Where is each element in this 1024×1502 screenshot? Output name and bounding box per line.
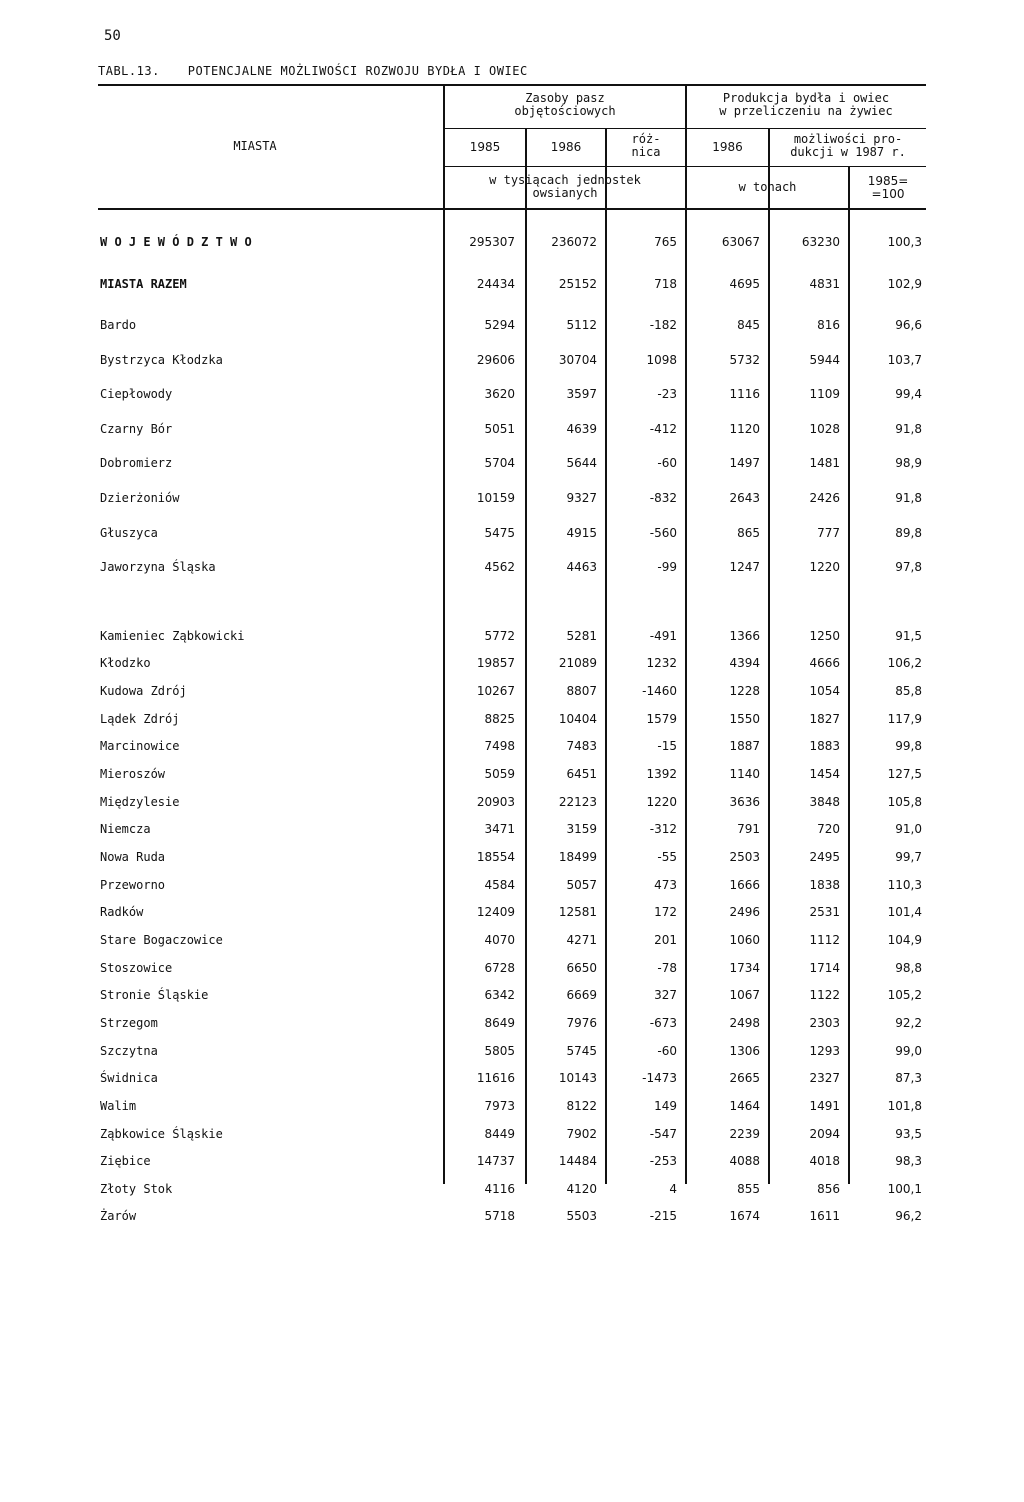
cell-value: 1481 bbox=[809, 456, 840, 471]
header-units-left-line2: owsianych bbox=[532, 186, 598, 200]
cell-value: -182 bbox=[649, 318, 677, 332]
cell-value: 97,8 bbox=[895, 560, 922, 575]
header-rule-left bbox=[445, 128, 685, 129]
row-label: Świdnica bbox=[100, 1071, 158, 1086]
header-roznica bbox=[607, 133, 685, 159]
cell-value: 4088 bbox=[729, 1154, 760, 1169]
cell-value: 4271 bbox=[566, 932, 597, 947]
row-label: Lądek Zdrój bbox=[100, 711, 180, 726]
cell-value: 1666 bbox=[729, 877, 760, 892]
header-bottom-rule bbox=[98, 208, 926, 210]
cell-value: 720 bbox=[817, 822, 840, 837]
cell-value: 9327 bbox=[566, 491, 597, 505]
cell-value: 1220 bbox=[646, 794, 677, 809]
cell-value: 4639 bbox=[566, 421, 597, 436]
cell-value: -673 bbox=[649, 1015, 677, 1030]
header-mozliwosci-line1: możliwości pro- bbox=[793, 132, 903, 146]
cell-value: -55 bbox=[657, 850, 677, 864]
cell-value: 25152 bbox=[558, 277, 597, 291]
cell-value: 8649 bbox=[484, 1015, 515, 1030]
cell-value: 5475 bbox=[484, 525, 515, 540]
table-top-rule bbox=[98, 84, 926, 86]
table-label: TABL.13. bbox=[98, 64, 160, 78]
cell-value: 5503 bbox=[566, 1209, 597, 1224]
cell-value: 22123 bbox=[558, 794, 597, 809]
header-units-left bbox=[445, 174, 685, 200]
cell-value: 102,9 bbox=[887, 277, 922, 291]
header-col-1986a: 1986 bbox=[550, 140, 582, 154]
cell-value: 2496 bbox=[729, 905, 760, 920]
cell-value: 2531 bbox=[809, 905, 840, 920]
cell-value: 201 bbox=[654, 932, 677, 947]
cell-value: 1306 bbox=[729, 1043, 760, 1058]
cell-value: 327 bbox=[654, 988, 677, 1003]
cell-value: 2094 bbox=[809, 1126, 840, 1141]
header-index-line1: 1985= bbox=[867, 174, 909, 188]
cell-value: 20903 bbox=[476, 794, 515, 809]
cell-value: 96,6 bbox=[895, 318, 922, 332]
cell-value: 1674 bbox=[729, 1209, 760, 1224]
cell-value: 110,3 bbox=[887, 877, 922, 892]
row-label: Dobromierz bbox=[100, 456, 173, 471]
row-label: Żarów bbox=[100, 1209, 137, 1224]
cell-value: 295307 bbox=[469, 235, 515, 249]
cell-value: 2665 bbox=[729, 1071, 760, 1086]
row-label: Stoszowice bbox=[100, 960, 173, 975]
cell-value: 10143 bbox=[558, 1071, 597, 1086]
cell-value: 5745 bbox=[566, 1043, 597, 1058]
cell-value: 7483 bbox=[566, 739, 597, 754]
row-label: Stare Bogaczowice bbox=[100, 932, 223, 947]
cell-value: 7973 bbox=[484, 1098, 515, 1113]
cell-value: -60 bbox=[657, 1043, 677, 1058]
header-index bbox=[850, 175, 926, 201]
cell-value: 1550 bbox=[729, 711, 760, 726]
cell-value: 18554 bbox=[476, 850, 515, 864]
cell-value: 765 bbox=[654, 235, 677, 249]
row-label: Dzierżoniów bbox=[100, 491, 180, 505]
cell-value: 855 bbox=[737, 1181, 760, 1196]
cell-value: 5805 bbox=[484, 1043, 515, 1058]
cell-value: 96,2 bbox=[895, 1209, 922, 1224]
header-roznica-line2: nica bbox=[631, 145, 661, 159]
cell-value: 6451 bbox=[566, 767, 597, 782]
row-label: Bardo bbox=[100, 318, 137, 332]
cell-value: 1028 bbox=[809, 421, 840, 436]
cell-value: -1460 bbox=[642, 684, 677, 699]
cell-value: 14737 bbox=[476, 1154, 515, 1169]
cell-value: 172 bbox=[654, 905, 677, 920]
header-rule-right bbox=[686, 128, 926, 129]
col-line-6 bbox=[848, 166, 850, 1184]
cell-value: 1247 bbox=[729, 560, 760, 575]
cell-value: 89,8 bbox=[895, 525, 922, 540]
cell-value: 1112 bbox=[809, 932, 840, 947]
cell-value: 87,3 bbox=[895, 1071, 922, 1086]
cell-value: 24434 bbox=[476, 277, 515, 291]
cell-value: 1220 bbox=[809, 560, 840, 575]
cell-value: 1120 bbox=[729, 421, 760, 436]
row-label: Mieroszów bbox=[100, 767, 166, 782]
row-label: Złoty Stok bbox=[100, 1181, 173, 1196]
cell-value: 5057 bbox=[566, 877, 597, 892]
cell-value: 4562 bbox=[484, 560, 515, 575]
cell-value: 98,3 bbox=[895, 1154, 922, 1169]
cell-value: 2498 bbox=[729, 1015, 760, 1030]
row-label: Kłodzko bbox=[100, 656, 151, 671]
cell-value: 10159 bbox=[476, 491, 515, 505]
cell-value: 1232 bbox=[646, 656, 677, 671]
cell-value: 18499 bbox=[558, 850, 597, 864]
header-mozliwosci-line2: dukcji w 1987 r. bbox=[790, 145, 906, 159]
cell-value: 4018 bbox=[809, 1154, 840, 1169]
cell-value: 5944 bbox=[809, 352, 840, 367]
cell-value: 29606 bbox=[476, 352, 515, 367]
cell-value: 3620 bbox=[484, 387, 515, 402]
cell-value: 10267 bbox=[476, 684, 515, 699]
header-roznica-line1: róż- bbox=[631, 132, 661, 146]
cell-value: 2643 bbox=[729, 491, 760, 505]
cell-value: 99,8 bbox=[895, 739, 922, 754]
row-label: Strzegom bbox=[100, 1015, 158, 1030]
cell-value: 5294 bbox=[484, 318, 515, 332]
row-label: Międzylesie bbox=[100, 794, 180, 809]
cell-value: 8807 bbox=[566, 684, 597, 699]
cell-value: -312 bbox=[649, 822, 677, 837]
cell-value: 106,2 bbox=[887, 656, 922, 671]
cell-value: 865 bbox=[737, 525, 760, 540]
cell-value: 3597 bbox=[566, 387, 597, 402]
cell-value: 91,0 bbox=[895, 822, 922, 837]
cell-value: -547 bbox=[649, 1126, 677, 1141]
cell-value: 4666 bbox=[809, 656, 840, 671]
header-zasoby-line2: objętościowych bbox=[514, 104, 616, 118]
cell-value: 856 bbox=[817, 1181, 840, 1196]
cell-value: 5732 bbox=[729, 352, 760, 367]
cell-value: 10404 bbox=[558, 711, 597, 726]
cell-value: 4394 bbox=[729, 656, 760, 671]
cell-value: 19857 bbox=[476, 656, 515, 671]
cell-value: 1228 bbox=[729, 684, 760, 699]
cell-value: 100,3 bbox=[887, 235, 922, 249]
cell-value: 93,5 bbox=[895, 1126, 922, 1141]
cell-value: 105,8 bbox=[887, 794, 922, 809]
cell-value: -99 bbox=[657, 560, 677, 575]
header-produkcja bbox=[686, 92, 926, 118]
cell-value: 4120 bbox=[566, 1181, 597, 1196]
header-rule-units-right bbox=[686, 166, 926, 167]
cell-value: 99,4 bbox=[895, 387, 922, 402]
cell-value: 1098 bbox=[646, 352, 677, 367]
header-mozliwosci bbox=[770, 133, 926, 159]
header-miasta: MIASTA bbox=[233, 139, 277, 153]
cell-value: -23 bbox=[657, 387, 677, 402]
cell-value: 5059 bbox=[484, 767, 515, 782]
cell-value: 1293 bbox=[809, 1043, 840, 1058]
cell-value: 98,9 bbox=[895, 456, 922, 471]
cell-value: 1464 bbox=[729, 1098, 760, 1113]
cell-value: 91,8 bbox=[895, 421, 922, 436]
header-zasoby bbox=[445, 92, 685, 118]
cell-value: 91,8 bbox=[895, 491, 922, 505]
cell-value: -15 bbox=[657, 739, 677, 754]
cell-value: 2303 bbox=[809, 1015, 840, 1030]
cell-value: 1454 bbox=[809, 767, 840, 782]
header-units-left-line1: w tysiącach jednostek bbox=[489, 173, 641, 187]
cell-value: -832 bbox=[649, 491, 677, 505]
cell-value: 1611 bbox=[809, 1209, 840, 1224]
cell-value: 92,2 bbox=[895, 1015, 922, 1030]
cell-value: 7498 bbox=[484, 739, 515, 754]
cell-value: 5644 bbox=[566, 456, 597, 471]
cell-value: 3159 bbox=[566, 822, 597, 837]
cell-value: -253 bbox=[649, 1154, 677, 1169]
cell-value: 2495 bbox=[809, 850, 840, 864]
cell-value: -1473 bbox=[642, 1071, 677, 1086]
cell-value: 5704 bbox=[484, 456, 515, 471]
cell-value: 6728 bbox=[484, 960, 515, 975]
cell-value: 117,9 bbox=[887, 711, 922, 726]
cell-value: -60 bbox=[657, 456, 677, 471]
row-label: Kamieniec Ząbkowicki bbox=[100, 628, 245, 643]
cell-value: 5112 bbox=[566, 318, 597, 332]
cell-value: 21089 bbox=[558, 656, 597, 671]
row-label: Ząbkowice Śląskie bbox=[100, 1126, 223, 1141]
cell-value: 1392 bbox=[646, 767, 677, 782]
row-label: Bystrzyca Kłodzka bbox=[100, 352, 223, 367]
header-rule-units-left bbox=[445, 166, 685, 167]
header-units-right: w tonach bbox=[738, 180, 797, 194]
col-line-4 bbox=[685, 84, 687, 1184]
cell-value: -491 bbox=[649, 628, 677, 643]
row-label: Marcinowice bbox=[100, 739, 180, 754]
row-label: Głuszyca bbox=[100, 525, 158, 540]
header-produkcja-line1: Produkcja bydła i owiec bbox=[722, 91, 890, 105]
cell-value: 2426 bbox=[809, 491, 840, 505]
cell-value: 1734 bbox=[729, 960, 760, 975]
cell-value: 1140 bbox=[729, 767, 760, 782]
cell-value: 3471 bbox=[484, 822, 515, 837]
cell-value: 91,5 bbox=[895, 628, 922, 643]
cell-value: 4584 bbox=[484, 877, 515, 892]
row-label: Stronie Śląskie bbox=[100, 988, 209, 1003]
cell-value: 11616 bbox=[476, 1071, 515, 1086]
cell-value: 1067 bbox=[729, 988, 760, 1003]
row-label: Radków bbox=[100, 905, 144, 920]
cell-value: 30704 bbox=[558, 352, 597, 367]
row-label: MIASTA RAZEM bbox=[100, 277, 187, 291]
cell-value: 1109 bbox=[809, 387, 840, 402]
row-label: Przeworno bbox=[100, 877, 166, 892]
cell-value: 3636 bbox=[729, 794, 760, 809]
cell-value: 127,5 bbox=[887, 767, 922, 782]
row-label: Kudowa Zdrój bbox=[100, 684, 187, 699]
cell-value: 5772 bbox=[484, 628, 515, 643]
cell-value: 4 bbox=[669, 1181, 677, 1196]
cell-value: 99,7 bbox=[895, 850, 922, 864]
cell-value: 7976 bbox=[566, 1015, 597, 1030]
cell-value: 1366 bbox=[729, 628, 760, 643]
cell-value: 101,8 bbox=[887, 1098, 922, 1113]
row-label: Jaworzyna Śląska bbox=[100, 560, 216, 575]
cell-value: 63067 bbox=[721, 235, 760, 249]
header-index-line2: =100 bbox=[871, 187, 905, 201]
cell-value: 4695 bbox=[729, 277, 760, 291]
table-title: POTENCJALNE MOŻLIWOŚCI ROZWOJU BYDŁA I OWIEC bbox=[187, 64, 528, 78]
cell-value: 7902 bbox=[566, 1126, 597, 1141]
cell-value: 4831 bbox=[809, 277, 840, 291]
page-number: 50 bbox=[104, 28, 121, 44]
cell-value: 63230 bbox=[801, 235, 840, 249]
cell-value: 1838 bbox=[809, 877, 840, 892]
cell-value: -78 bbox=[657, 960, 677, 975]
cell-value: 1060 bbox=[729, 932, 760, 947]
cell-value: 6650 bbox=[566, 960, 597, 975]
row-label: Niemcza bbox=[100, 822, 151, 837]
cell-value: 105,2 bbox=[887, 988, 922, 1003]
cell-value: 103,7 bbox=[887, 352, 922, 367]
cell-value: 12409 bbox=[476, 905, 515, 920]
cell-value: 473 bbox=[654, 877, 677, 892]
cell-value: 1497 bbox=[729, 456, 760, 471]
cell-value: 14484 bbox=[558, 1154, 597, 1169]
cell-value: 85,8 bbox=[895, 684, 922, 699]
cell-value: 104,9 bbox=[887, 932, 922, 947]
row-label: Nowa Ruda bbox=[100, 850, 166, 864]
row-label: Ziębice bbox=[100, 1154, 151, 1169]
cell-value: 98,8 bbox=[895, 960, 922, 975]
row-label: Czarny Bór bbox=[100, 421, 173, 436]
cell-value: 3848 bbox=[809, 794, 840, 809]
cell-value: 8122 bbox=[566, 1098, 597, 1113]
cell-value: 1883 bbox=[809, 739, 840, 754]
row-label: W O J E W Ó D Z T W O bbox=[100, 235, 252, 249]
row-label: Szczytna bbox=[100, 1043, 158, 1058]
cell-value: 4116 bbox=[484, 1181, 515, 1196]
cell-value: 236072 bbox=[551, 235, 597, 249]
cell-value: 99,0 bbox=[895, 1043, 922, 1058]
cell-value: 1887 bbox=[729, 739, 760, 754]
cell-value: 718 bbox=[654, 277, 677, 291]
header-col-1986b: 1986 bbox=[712, 140, 743, 154]
cell-value: 4915 bbox=[566, 525, 597, 540]
cell-value: 12581 bbox=[558, 905, 597, 920]
cell-value: 1122 bbox=[809, 988, 840, 1003]
cell-value: 1827 bbox=[809, 711, 840, 726]
header-zasoby-line1: Zasoby pasz bbox=[525, 91, 605, 105]
cell-value: 101,4 bbox=[887, 905, 922, 920]
cell-value: 2239 bbox=[729, 1126, 760, 1141]
cell-value: 4070 bbox=[484, 932, 515, 947]
cell-value: 149 bbox=[654, 1098, 677, 1113]
cell-value: 816 bbox=[817, 318, 840, 332]
cell-value: 6669 bbox=[566, 988, 597, 1003]
cell-value: 845 bbox=[737, 318, 760, 332]
cell-value: 100,1 bbox=[887, 1181, 922, 1196]
cell-value: -560 bbox=[649, 525, 677, 540]
cell-value: 8449 bbox=[484, 1126, 515, 1141]
cell-value: 2327 bbox=[809, 1071, 840, 1086]
cell-value: 5718 bbox=[484, 1209, 515, 1224]
header-produkcja-line2: w przeliczeniu na żywiec bbox=[719, 104, 893, 118]
row-label: Walim bbox=[100, 1098, 137, 1113]
cell-value: 8825 bbox=[484, 711, 515, 726]
cell-value: 791 bbox=[737, 822, 760, 837]
cell-value: 5051 bbox=[484, 421, 515, 436]
cell-value: 1491 bbox=[809, 1098, 840, 1113]
cell-value: 1250 bbox=[809, 628, 840, 643]
cell-value: -215 bbox=[649, 1209, 677, 1224]
header-col-1985: 1985 bbox=[469, 140, 501, 154]
cell-value: 1579 bbox=[646, 711, 677, 726]
cell-value: 777 bbox=[817, 525, 840, 540]
cell-value: 6342 bbox=[484, 988, 515, 1003]
cell-value: 1116 bbox=[729, 387, 760, 402]
cell-value: -412 bbox=[649, 421, 677, 436]
cell-value: 1714 bbox=[809, 960, 840, 975]
cell-value: 2503 bbox=[729, 850, 760, 864]
cell-value: 4463 bbox=[566, 560, 597, 575]
row-label: Ciepłowody bbox=[100, 387, 173, 402]
cell-value: 5281 bbox=[566, 628, 597, 643]
cell-value: 1054 bbox=[809, 684, 840, 699]
table-caption bbox=[98, 64, 556, 78]
